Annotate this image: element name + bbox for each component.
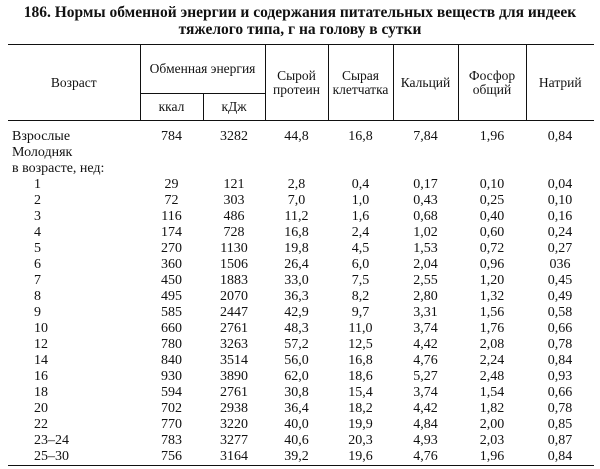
cell-calcium: 4,76 — [413, 353, 438, 368]
header-kcal: ккал — [140, 94, 203, 121]
cell-age: 25–30 — [8, 449, 140, 466]
cell-kcal: 72 — [164, 193, 179, 208]
header-calcium: Кальций — [393, 45, 458, 121]
cell-protein: 30,8 — [284, 385, 309, 400]
cell-protein: 19,8 — [284, 241, 309, 256]
cell-sodium: 036 — [549, 257, 571, 272]
cell-kj: 2447 — [220, 305, 248, 320]
cell-protein: 36,3 — [284, 289, 309, 304]
cell-kcal: 780 — [161, 337, 182, 352]
cell-calcium: 5,27 — [413, 369, 438, 384]
cell-protein: 26,4 — [284, 257, 309, 272]
cell-kcal: 660 — [161, 321, 182, 336]
cell-protein: 11,2 — [284, 209, 309, 224]
nutrition-table — [8, 44, 594, 466]
table-row — [8, 257, 594, 273]
cell-sodium: 0,85 — [547, 417, 573, 432]
table-title — [0, 4, 600, 38]
table-row-young-label-2 — [8, 161, 594, 177]
cell-sodium: 0,45 — [547, 273, 573, 288]
cell-kcal: 495 — [161, 289, 182, 304]
cell-age: 16 — [34, 369, 48, 384]
table-row — [8, 385, 594, 401]
table-row — [8, 449, 594, 466]
cell-kj: 3164 — [203, 449, 265, 466]
cell-age: 23–24 — [34, 433, 69, 448]
table-row — [8, 241, 594, 257]
cell-sodium: 0,87 — [547, 433, 573, 448]
cell-phosphorus: 1,54 — [479, 385, 505, 400]
cell-protein: 44,8 — [284, 129, 309, 144]
cell-age: 10 — [34, 321, 48, 336]
cell-sodium: 0,16 — [547, 209, 573, 224]
cell-kcal: 784 — [161, 129, 182, 144]
cell-kcal: 450 — [161, 273, 182, 288]
cell-calcium: 0,43 — [413, 193, 438, 208]
title-line-2: тяжелого типа, г на голову в сутки — [178, 21, 422, 38]
cell-kj: 2761 — [220, 385, 248, 400]
cell-fiber: 6,0 — [351, 257, 370, 272]
cell-calcium: 4,42 — [413, 401, 438, 416]
cell-kj: 1130 — [220, 241, 248, 256]
cell-fiber: 7,5 — [351, 273, 370, 288]
cell-age: 12 — [34, 337, 48, 352]
cell-sodium: 0,66 — [547, 321, 573, 336]
table-row-young-label — [8, 145, 594, 161]
table-row — [8, 273, 594, 289]
table-row — [8, 225, 594, 241]
cell-fiber: 0,4 — [351, 177, 370, 192]
cell-kcal: 783 — [161, 433, 182, 448]
cell-calcium: 3,74 — [413, 385, 438, 400]
cell-kcal: 360 — [161, 257, 182, 272]
cell-fiber: 16,8 — [348, 129, 373, 144]
cell-sodium: 0,27 — [547, 241, 573, 256]
cell-fiber: 20,3 — [348, 433, 373, 448]
cell-kcal: 174 — [161, 225, 182, 240]
cell-age: 8 — [34, 289, 41, 304]
cell-calcium: 4,84 — [413, 417, 438, 432]
cell-age: Взрослые — [12, 129, 71, 144]
cell-sodium: 0,78 — [547, 337, 573, 352]
cell-protein: 40,6 — [284, 433, 309, 448]
table-row — [8, 305, 594, 321]
cell-kj: 3220 — [220, 417, 248, 432]
cell-sodium: 0,93 — [547, 369, 573, 384]
cell-phosphorus: 0,72 — [479, 241, 505, 256]
cell-fiber: 16,8 — [348, 353, 373, 368]
cell-kj: 3890 — [220, 369, 248, 384]
cell-kj: 3263 — [220, 337, 248, 352]
cell-kcal: 116 — [161, 209, 182, 224]
cell-phosphorus: 1,56 — [479, 305, 505, 320]
cell-sodium: 0,78 — [547, 401, 573, 416]
cell-protein: 2,8 — [287, 177, 306, 192]
header-protein: Сырой протеин — [265, 45, 328, 121]
cell-age: 22 — [34, 417, 48, 432]
cell-phosphorus: 1,82 — [479, 401, 505, 416]
cell-phosphorus: 2,00 — [479, 417, 505, 432]
cell-sodium: 0,10 — [547, 193, 573, 208]
cell-age: 18 — [34, 385, 48, 400]
cell-kcal: 770 — [161, 417, 182, 432]
cell-calcium: 1,53 — [413, 241, 438, 256]
cell-phosphorus: 2,03 — [479, 433, 505, 448]
cell-fiber: 11,0 — [348, 321, 373, 336]
cell-calcium: 2,55 — [413, 273, 438, 288]
cell-kj: 3282 — [220, 129, 248, 144]
cell-kcal: 702 — [161, 401, 182, 416]
cell-phosphorus: 1,96 — [458, 449, 526, 466]
table-row — [8, 353, 594, 369]
cell-fiber: 19,9 — [348, 417, 373, 432]
header-phosphorus: Фосфор общий — [458, 45, 526, 121]
cell-sodium: 0,58 — [547, 305, 573, 320]
cell-protein: 33,0 — [284, 273, 309, 288]
cell-sodium: 0,84 — [526, 449, 594, 466]
cell-phosphorus: 1,76 — [479, 321, 505, 336]
table-header — [8, 45, 594, 121]
cell-protein: 62,0 — [284, 369, 309, 384]
cell-protein: 42,9 — [284, 305, 309, 320]
cell-kj: 1883 — [220, 273, 248, 288]
cell-fiber: 18,6 — [348, 369, 373, 384]
cell-phosphorus: 0,96 — [479, 257, 505, 272]
cell-calcium: 3,74 — [413, 321, 438, 336]
cell-fiber: 1,0 — [351, 193, 370, 208]
header-energy: Обменная энергия — [140, 45, 265, 94]
cell-phosphorus: 2,24 — [479, 353, 505, 368]
cell-sodium: 0,49 — [547, 289, 573, 304]
table-row — [8, 209, 594, 225]
cell-kcal: 756 — [140, 449, 203, 466]
cell-calcium: 4,76 — [393, 449, 458, 466]
cell-kj: 486 — [223, 209, 245, 224]
cell-fiber: 1,6 — [351, 209, 370, 224]
table-row — [8, 417, 594, 433]
cell-kj: 2070 — [220, 289, 248, 304]
cell-phosphorus: 2,08 — [479, 337, 505, 352]
cell-kcal: 594 — [161, 385, 182, 400]
table-row — [8, 177, 594, 193]
cell-fiber: 9,7 — [351, 305, 370, 320]
table-row — [8, 289, 594, 305]
cell-protein: 36,4 — [284, 401, 309, 416]
table-body — [8, 121, 594, 466]
table-row-adults — [8, 121, 594, 146]
cell-protein: 39,2 — [265, 449, 328, 466]
cell-age: 2 — [34, 193, 41, 208]
cell-phosphorus: 0,10 — [479, 177, 505, 192]
cell-age: 9 — [34, 305, 41, 320]
cell-protein: 57,2 — [284, 337, 309, 352]
cell-calcium: 2,04 — [413, 257, 438, 272]
cell-calcium: 4,42 — [413, 337, 438, 352]
cell-calcium: 7,84 — [413, 129, 438, 144]
table-row — [8, 337, 594, 353]
cell-calcium: 1,02 — [413, 225, 438, 240]
cell-fiber: 8,2 — [351, 289, 370, 304]
cell-phosphorus: 1,96 — [479, 129, 505, 144]
cell-protein: 48,3 — [284, 321, 309, 336]
cell-age: 14 — [34, 353, 48, 368]
title-line-1: 186. Нормы обменной энергии и содержания питательных веществ для индеек — [23, 4, 577, 21]
cell-phosphorus: 0,40 — [479, 209, 505, 224]
cell-fiber: 18,2 — [348, 401, 373, 416]
cell-fiber: 15,4 — [348, 385, 373, 400]
cell-calcium: 0,17 — [413, 177, 438, 192]
table-row — [8, 433, 594, 449]
cell-fiber: 2,4 — [351, 225, 370, 240]
cell-kj: 1506 — [220, 257, 248, 272]
cell-phosphorus: 2,48 — [479, 369, 505, 384]
cell-phosphorus: 0,25 — [479, 193, 505, 208]
cell-sodium: 0,84 — [547, 129, 573, 144]
cell-protein: 7,0 — [287, 193, 306, 208]
cell-protein: 56,0 — [284, 353, 309, 368]
cell-kj: 728 — [223, 225, 245, 240]
table-row — [8, 401, 594, 417]
cell-phosphorus: 1,32 — [479, 289, 505, 304]
header-fiber: Сырая клетчатка — [328, 45, 393, 121]
cell-age: 3 — [34, 209, 41, 224]
cell-protein: 16,8 — [284, 225, 309, 240]
young-group-age-label: в возрасте, нед: — [12, 161, 105, 176]
cell-fiber: 4,5 — [351, 241, 370, 256]
table-row — [8, 369, 594, 385]
cell-kcal: 585 — [161, 305, 182, 320]
cell-kcal: 270 — [161, 241, 182, 256]
cell-sodium: 0,84 — [547, 353, 573, 368]
cell-kj: 2761 — [220, 321, 248, 336]
cell-age: 5 — [34, 241, 41, 256]
cell-calcium: 0,68 — [413, 209, 438, 224]
cell-protein: 40,0 — [284, 417, 309, 432]
cell-age: 4 — [34, 225, 41, 240]
table-row — [8, 193, 594, 209]
cell-phosphorus: 1,20 — [479, 273, 505, 288]
cell-age: 6 — [34, 257, 41, 272]
cell-sodium: 0,04 — [547, 177, 573, 192]
cell-age: 20 — [34, 401, 48, 416]
header-sodium: Натрий — [526, 45, 594, 121]
cell-calcium: 2,80 — [413, 289, 438, 304]
table-row — [8, 321, 594, 337]
cell-kj: 303 — [223, 193, 245, 208]
cell-calcium: 4,93 — [413, 433, 438, 448]
cell-phosphorus: 0,60 — [479, 225, 505, 240]
cell-kcal: 29 — [164, 177, 179, 192]
young-group-label: Молодняк — [12, 145, 73, 160]
cell-age: 7 — [34, 273, 41, 288]
cell-calcium: 3,31 — [413, 305, 438, 320]
cell-kcal: 930 — [161, 369, 182, 384]
cell-kj: 3277 — [220, 433, 248, 448]
cell-age: 1 — [34, 177, 41, 192]
header-age: Возраст — [8, 45, 140, 121]
cell-kcal: 840 — [161, 353, 182, 368]
cell-kj: 121 — [223, 177, 245, 192]
cell-kj: 3514 — [220, 353, 248, 368]
cell-fiber: 19,6 — [328, 449, 393, 466]
header-kj: кДж — [203, 94, 265, 121]
cell-fiber: 12,5 — [348, 337, 373, 352]
cell-sodium: 0,24 — [547, 225, 573, 240]
cell-sodium: 0,66 — [547, 385, 573, 400]
cell-kj: 2938 — [220, 401, 248, 416]
